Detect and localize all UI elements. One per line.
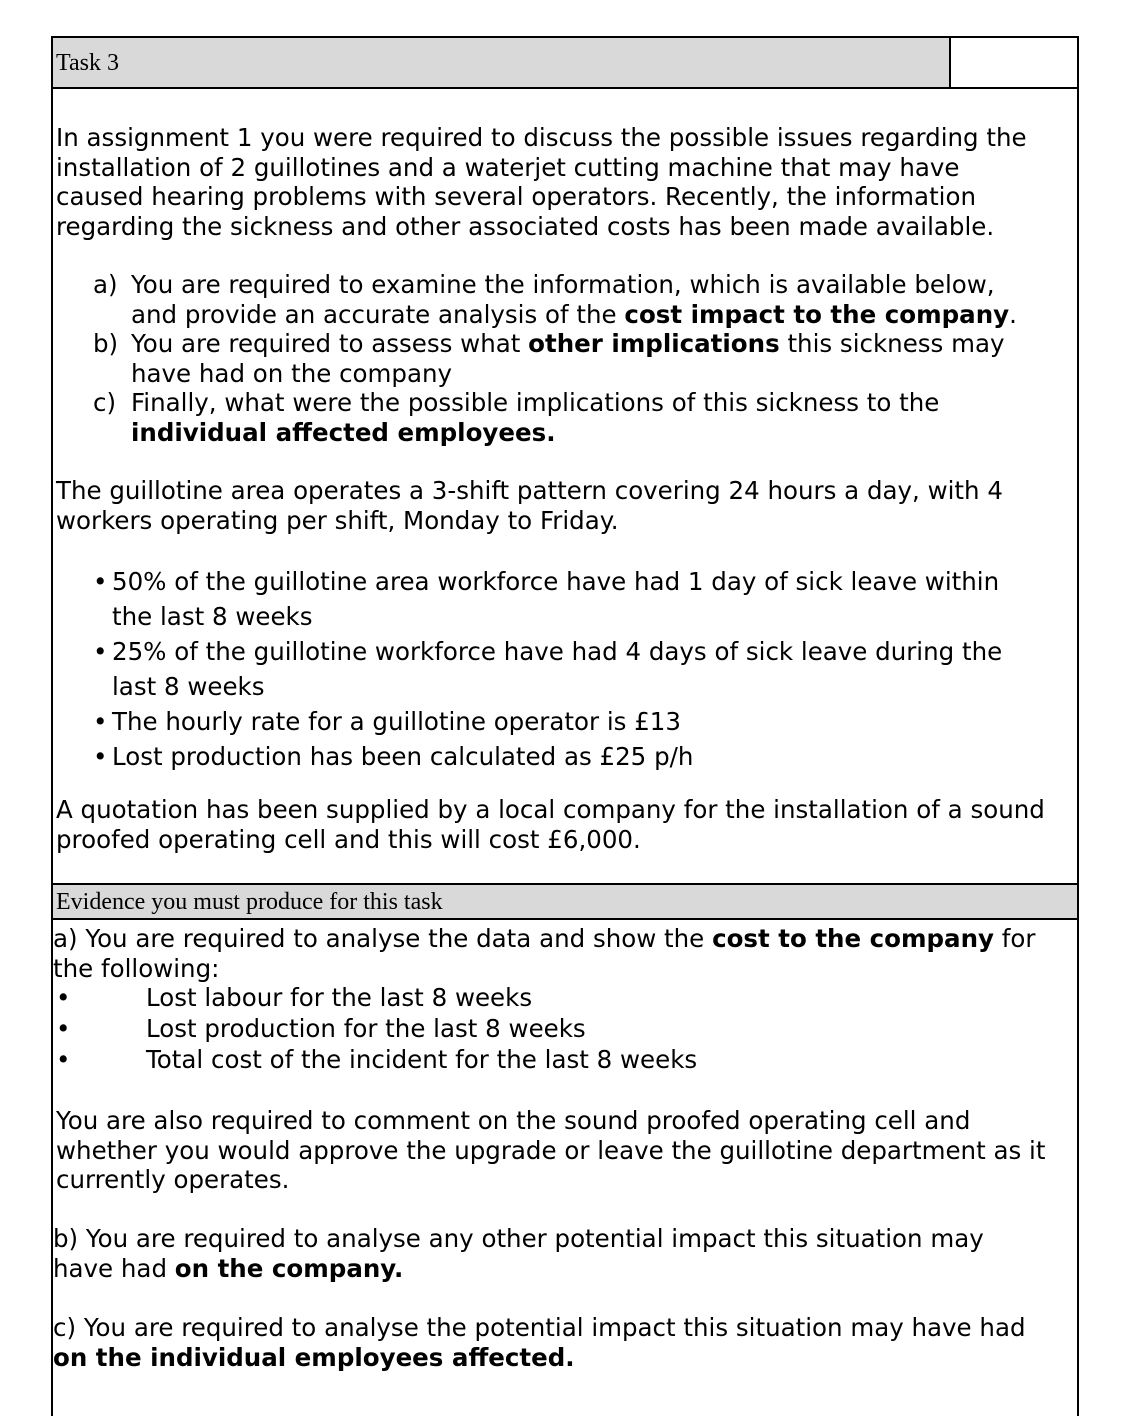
shift-line: workers operating per shift, Monday to Friday. <box>56 505 619 535</box>
bullet-icon: • <box>93 567 108 596</box>
question-b-bold: other implications <box>528 329 780 358</box>
question-a-text: and provide an accurate analysis of the <box>131 299 625 329</box>
evidence-b-text: have had <box>53 1253 175 1283</box>
question-label: c) <box>93 388 117 417</box>
question-b <box>93 329 1017 388</box>
comment-line: You are also required to comment on the sound proofed operating cell and <box>56 1106 971 1135</box>
fact-line: 25% of the guillotine workforce have had 4 days of sick leave during the <box>112 637 1003 666</box>
intro-paragraph <box>56 123 1027 241</box>
evidence-item <box>56 1044 697 1075</box>
intro-line: installation of 2 guillotines and a waterjet cutting machine that may have <box>56 152 960 182</box>
bullet-icon: • <box>93 707 108 736</box>
evidence-b <box>53 1224 984 1283</box>
evidence-a <box>53 924 1035 983</box>
bullet-icon: • <box>56 1014 71 1043</box>
evidence-item-text: Total cost of the incident for the last 8 weeks <box>146 1045 698 1074</box>
quotation-line: proofed operating cell and this will cost £6,000. <box>56 824 641 854</box>
question-b-line1 <box>131 329 1017 359</box>
fact-item <box>93 704 1002 739</box>
question-a-bold: cost impact to the company <box>624 299 1010 329</box>
evidence-b-line1: b) You are required to analyse any other potential impact this situation may <box>53 1224 984 1253</box>
question-b-text: this sickness may <box>779 329 1005 358</box>
question-b-line2: have had on the company <box>131 358 453 388</box>
evidence-item <box>56 982 697 1013</box>
evidence-a-line2: the following: <box>53 953 220 983</box>
evidence-c <box>53 1313 1026 1372</box>
fact-item <box>93 634 1002 704</box>
evidence-a-text: for <box>993 924 1036 953</box>
question-c-line2 <box>131 418 1017 448</box>
evidence-c-bold: on the individual employees affected. <box>53 1342 575 1372</box>
bullet-icon: • <box>93 637 108 666</box>
fact-item <box>93 564 1002 634</box>
fact-item <box>93 739 1002 774</box>
question-a <box>93 270 1017 329</box>
shift-paragraph <box>56 476 1003 535</box>
evidence-item-text: Lost labour for the last 8 weeks <box>146 983 533 1012</box>
fact-line: 50% of the guillotine area workforce have had 1 day of sick leave within <box>112 567 1000 596</box>
evidence-a-text: a) You are required to analyse the data and show the <box>53 924 713 953</box>
intro-line: caused hearing problems with several operators. Recently, the information <box>56 182 976 211</box>
question-a-line1: You are required to examine the information, which is available below, <box>131 270 995 299</box>
evidence-c-line1: c) You are required to analyse the potential impact this situation may have had <box>53 1313 1026 1342</box>
fact-line: last 8 weeks <box>112 672 265 701</box>
question-b-text: You are required to assess what <box>131 329 529 358</box>
bullet-icon: • <box>93 742 108 771</box>
evidence-item <box>56 1013 697 1044</box>
task-title: Task 3 <box>56 50 119 76</box>
fact-line: The hourly rate for a guillotine operator is £13 <box>112 707 681 736</box>
facts-list <box>93 564 1002 774</box>
comment-line: whether you would approve the upgrade or leave the guillotine department as it <box>56 1135 1046 1165</box>
quotation-paragraph <box>56 795 1045 854</box>
fact-line: Lost production has been calculated as £25 p/h <box>112 742 694 771</box>
task-mark-box <box>949 38 1077 87</box>
evidence-b-line2 <box>53 1253 984 1284</box>
question-list <box>93 270 1017 447</box>
question-label: b) <box>93 329 119 358</box>
comment-paragraph <box>56 1106 1045 1195</box>
bullet-icon: • <box>56 1045 71 1074</box>
question-c-line1: Finally, what were the possible implications of this sickness to the <box>131 388 940 417</box>
bullet-icon: • <box>56 983 71 1012</box>
quotation-line: A quotation has been supplied by a local company for the installation of a sound <box>56 795 1045 824</box>
question-c <box>93 388 1017 447</box>
intro-line: In assignment 1 you were required to discuss the possible issues regarding the <box>56 123 1027 152</box>
evidence-a-items <box>56 982 697 1075</box>
evidence-item-text: Lost production for the last 8 weeks <box>146 1014 586 1043</box>
evidence-a-line1 <box>53 924 1036 954</box>
shift-line: The guillotine area operates a 3-shift pattern covering 24 hours a day, with 4 <box>56 476 1003 505</box>
question-label: a) <box>93 270 118 299</box>
evidence-header: Evidence you must produce for this task <box>56 889 443 915</box>
task-title-bar <box>53 38 1077 89</box>
task-frame <box>51 36 1079 1416</box>
evidence-a-bold: cost to the company <box>712 924 994 953</box>
fact-line: the last 8 weeks <box>112 602 313 631</box>
evidence-header-bar <box>53 883 1077 920</box>
question-a-text: . <box>1009 299 1017 329</box>
intro-line: regarding the sickness and other associated costs has been made available. <box>56 211 995 241</box>
question-a-line2 <box>131 300 1017 330</box>
evidence-b-bold: on the company. <box>174 1253 404 1283</box>
comment-line: currently operates. <box>56 1165 290 1194</box>
evidence-c-line2 <box>53 1342 1026 1373</box>
question-c-bold: individual affected employees. <box>131 417 556 447</box>
